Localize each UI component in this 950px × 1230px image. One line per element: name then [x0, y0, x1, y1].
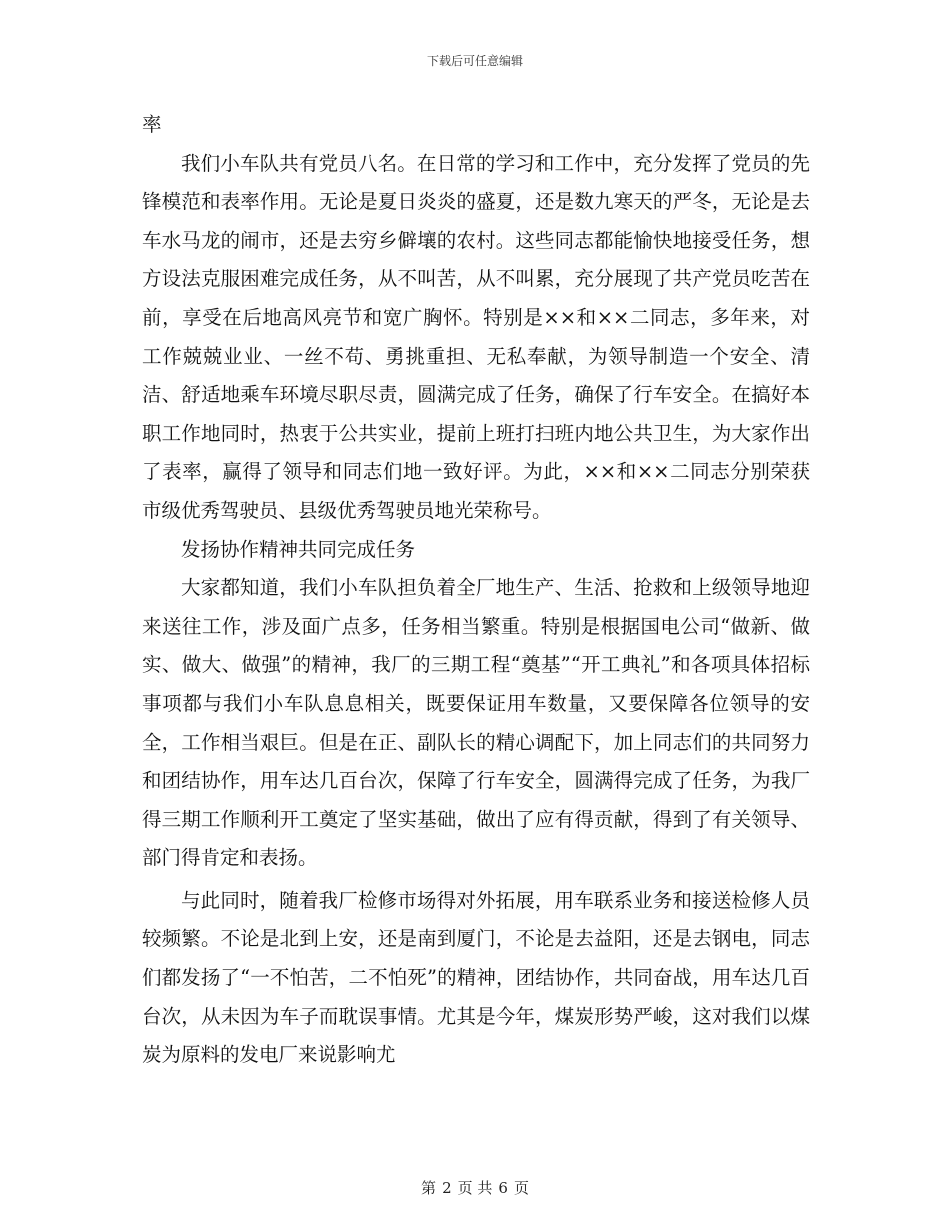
page-header: 下载后可任意编辑	[426, 54, 523, 68]
page-number-prefix: 第	[421, 1179, 437, 1197]
page-number-suffix: 页	[513, 1179, 529, 1197]
paragraph-continuation: 率	[142, 113, 162, 136]
section-heading: 发扬协作精神共同完成任务	[181, 537, 416, 561]
page-number-middle: 页 共	[457, 1179, 493, 1197]
page-footer	[0, 1177, 950, 1198]
total-page-count: 6	[498, 1179, 508, 1197]
paragraph-teamwork: 大家都知道，我们小车队担负着全厂地生产、生活、抢救和上级领导地迎来送往工作，涉及面广点多，任务相当繁重。特别是根据国电公司“做新、做实、做大、做强”的精神，我厂的三期工程“奠基”“开工典礼”和各项具体招标事项都与我们小车队息息相关，既要保证用车数量，又要保障各位领导的安全，工作相当艰巨。但是在正、副队长的精心调配下，加上同志们的共同努力和团结协作，用车达几百台次，保障了行车安全，圆满得完成了任务，为我厂得三期工作顺利开工奠定了坚实基础，做出了应有得贡献，得到了有关领导、部门得肯定和表扬。	[142, 576, 810, 870]
document-body	[142, 106, 810, 1075]
current-page-number: 2	[442, 1179, 452, 1197]
paragraph-maintenance-market: 与此同时，随着我厂检修市场得对外拓展，用车联系业务和接送检修人员较频繁。不论是北到上安，还是南到厦门，不论是去益阳，还是去钢电，同志们都发扬了“一不怕苦，二不怕死”的精神，团结协作，共同奋战，用车达几百台次，从未因为车子而耽误事情。尤其是今年，煤炭形势严峻，这对我们以煤炭为原料的发电厂来说影响尤	[142, 888, 810, 1067]
paragraph-party-members: 我们小车队共有党员八名。在日常的学习和工作中，充分发挥了党员的先锋模范和表率作用。无论是夏日炎炎的盛夏，还是数九寒天的严冬，无论是去车水马龙的闹市，还是去穷乡僻壤的农村。这些同志都能愉快地接受任务，想方设法克服困难完成任务，从不叫苦，从不叫累，充分展现了共产党员吃苦在前，享受在后地高风亮节和宽广胸怀。特别是××和××二同志，多年来，对工作兢兢业业、一丝不苟、勇挑重担、无私奉献，为领导制造一个安全、清洁、舒适地乘车环境尽职尽责，圆满完成了任务，确保了行车安全。在搞好本职工作地同时，热衷于公共实业，提前上班打扫班内地公共卫生，为大家作出了表率，赢得了领导和同志们地一致好评。为此，××和××二同志分别荣获市级优秀驾驶员、县级优秀驾驶员地光荣称号。	[142, 151, 810, 522]
